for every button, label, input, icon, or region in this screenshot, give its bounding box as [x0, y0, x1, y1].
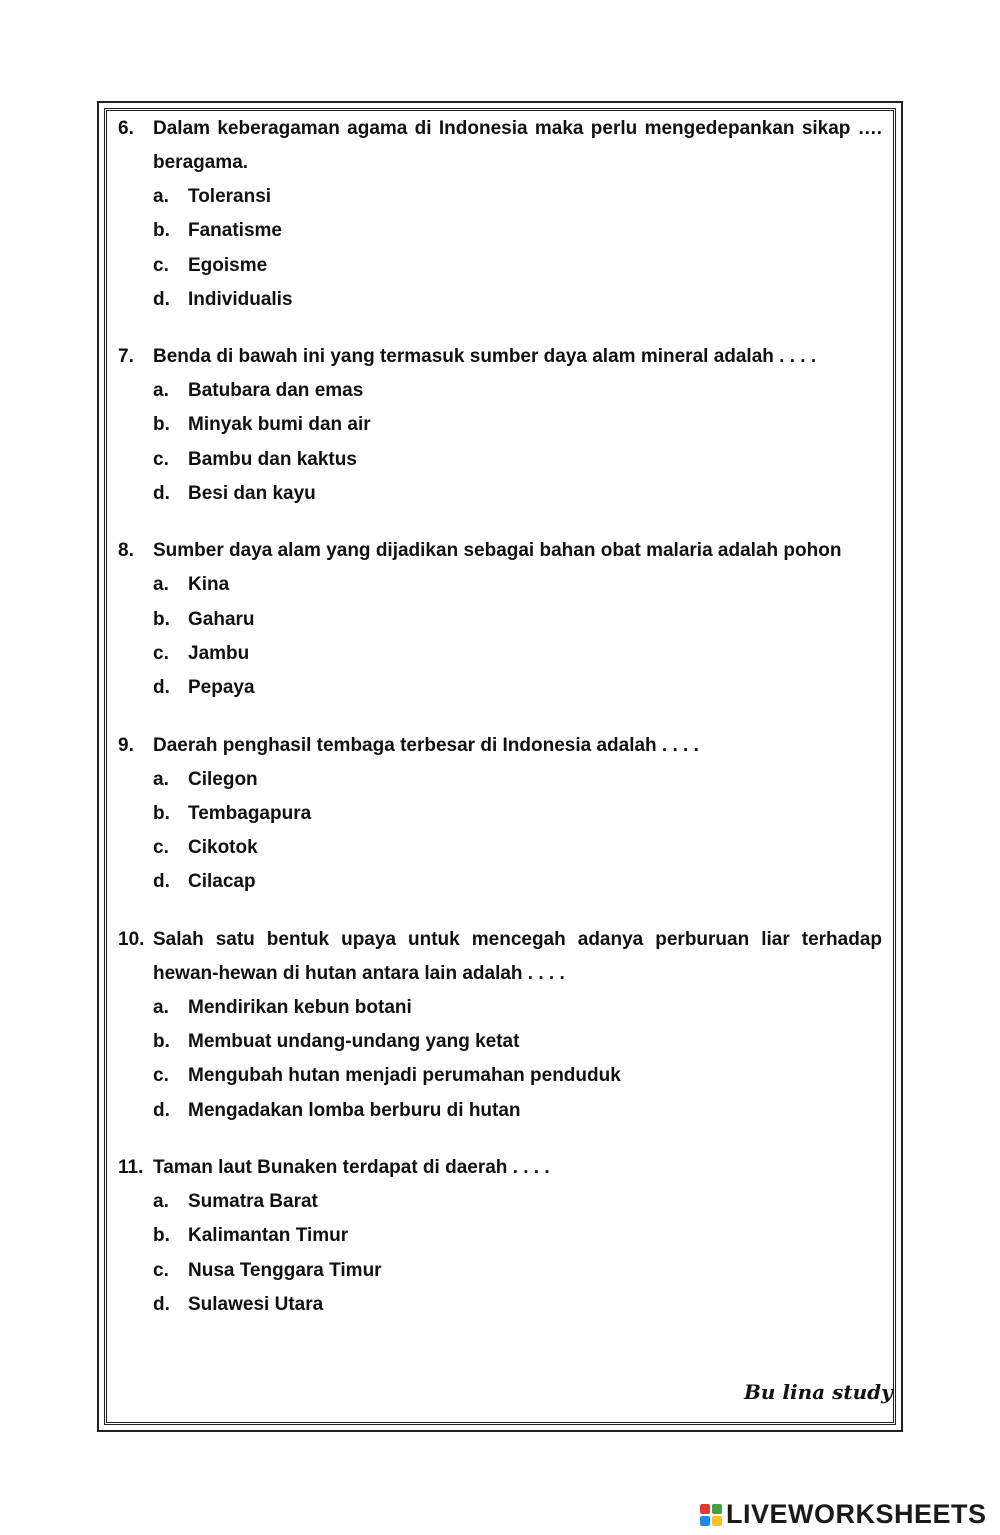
option-text: Tembagapura	[188, 802, 312, 824]
option-letter: b.	[153, 414, 170, 436]
liveworksheets-icon	[700, 1504, 722, 1526]
question-spacer	[118, 511, 882, 534]
option-text: Mengadakan lomba berburu di hutan	[188, 1099, 521, 1121]
option-text: Mendirikan kebun botani	[188, 996, 412, 1018]
option-letter: b.	[153, 220, 170, 242]
option-text: Egoisme	[188, 254, 268, 276]
answer-options	[118, 763, 882, 900]
question-11	[118, 1151, 882, 1322]
option-letter: a.	[153, 1190, 169, 1212]
option-text: Sulawesi Utara	[188, 1293, 324, 1315]
option-letter: c.	[153, 1065, 169, 1087]
option-text: Jambu	[188, 642, 250, 664]
option-letter: c.	[153, 837, 169, 859]
option-letter: b.	[153, 802, 170, 824]
option-letter: d.	[153, 871, 170, 893]
option-letter: c.	[153, 1259, 169, 1281]
answer-option[interactable]	[153, 180, 882, 214]
question-7	[118, 340, 882, 511]
question-text: Dalam keberagaman agama di Indonesia maka perlu mengedepankan sikap …. beragama.	[153, 118, 882, 173]
answer-option[interactable]	[153, 797, 882, 831]
signature: Bu lina study	[744, 1380, 893, 1404]
option-text: Bambu dan kaktus	[188, 448, 357, 470]
option-letter: d.	[153, 288, 170, 310]
option-text: Sumatra Barat	[188, 1190, 318, 1212]
option-letter: c.	[153, 448, 169, 470]
question-number: 9.	[118, 734, 134, 756]
option-letter: a.	[153, 574, 169, 596]
liveworksheets-logo[interactable]	[700, 1499, 987, 1530]
question-number: 11.	[118, 1156, 144, 1178]
question-number: 8.	[118, 540, 134, 562]
logo-square	[712, 1516, 722, 1526]
question-stem	[118, 923, 882, 991]
option-letter: d.	[153, 1099, 170, 1121]
option-text: Besi dan kayu	[188, 483, 316, 505]
question-stem	[118, 534, 882, 568]
option-letter: c.	[153, 254, 169, 276]
answer-option[interactable]	[153, 443, 882, 477]
answer-option[interactable]	[153, 408, 882, 442]
option-letter: d.	[153, 483, 170, 505]
answer-options	[118, 374, 882, 511]
question-spacer	[118, 317, 882, 340]
question-number: 10.	[118, 928, 145, 950]
question-text: Benda di bawah ini yang termasuk sumber daya alam mineral adalah . . . .	[153, 346, 817, 368]
option-text: Fanatisme	[188, 220, 282, 242]
option-letter: b.	[153, 608, 170, 630]
option-letter: a.	[153, 768, 169, 790]
option-text: Cilegon	[188, 768, 258, 790]
option-text: Kina	[188, 574, 230, 596]
option-letter: c.	[153, 642, 169, 664]
answer-options	[118, 568, 882, 705]
answer-option[interactable]	[153, 991, 882, 1025]
answer-options	[118, 991, 882, 1128]
answer-option[interactable]	[153, 1254, 882, 1288]
option-letter: b.	[153, 1031, 170, 1053]
answer-option[interactable]	[153, 283, 882, 317]
question-stem	[118, 112, 882, 180]
logo-square	[700, 1504, 710, 1514]
question-text: Taman laut Bunaken terdapat di daerah . . . .	[153, 1156, 550, 1178]
option-text: Cilacap	[188, 871, 256, 893]
answer-option[interactable]	[153, 1094, 882, 1128]
question-number: 6.	[118, 118, 134, 139]
question-text: Sumber daya alam yang dijadikan sebagai bahan obat malaria adalah pohon	[153, 540, 842, 562]
option-text: Nusa Tenggara Timur	[188, 1259, 382, 1281]
logo-square	[712, 1504, 722, 1514]
question-8	[118, 534, 882, 705]
question-spacer	[118, 900, 882, 923]
answer-option[interactable]	[153, 1059, 882, 1093]
question-list	[118, 112, 882, 1322]
option-text: Mengubah hutan menjadi perumahan penduduk	[188, 1065, 621, 1087]
option-text: Membuat undang-undang yang ketat	[188, 1031, 520, 1053]
answer-option[interactable]	[153, 374, 882, 408]
option-text: Cikotok	[188, 837, 258, 859]
answer-option[interactable]	[153, 568, 882, 602]
question-stem	[118, 1151, 882, 1185]
question-stem	[118, 729, 882, 763]
answer-option[interactable]	[153, 763, 882, 797]
question-10	[118, 923, 882, 1128]
option-letter: b.	[153, 1225, 170, 1247]
question-stem	[118, 340, 882, 374]
question-6	[118, 112, 882, 317]
option-text: Individualis	[188, 288, 293, 310]
question-text: Salah satu bentuk upaya untuk mencegah adanya perburuan liar terhadap hewan-hewan di hutan antara lain adalah . . . .	[153, 928, 882, 984]
question-spacer	[118, 1128, 882, 1151]
answer-option[interactable]	[153, 671, 882, 705]
question-text: Daerah penghasil tembaga terbesar di Indonesia adalah . . . .	[153, 734, 699, 756]
answer-option[interactable]	[153, 249, 882, 283]
answer-option[interactable]	[153, 477, 882, 511]
answer-option[interactable]	[153, 1288, 882, 1322]
logo-square	[700, 1516, 710, 1526]
answer-option[interactable]	[153, 831, 882, 865]
option-letter: a.	[153, 380, 169, 402]
question-9	[118, 729, 882, 900]
option-text: Toleransi	[188, 186, 272, 207]
option-letter: d.	[153, 1293, 170, 1315]
answer-option[interactable]	[153, 214, 882, 248]
answer-option[interactable]	[153, 1025, 882, 1059]
option-letter: d.	[153, 677, 170, 699]
option-letter: a.	[153, 996, 169, 1018]
option-letter: a.	[153, 186, 169, 207]
option-text: Gaharu	[188, 608, 255, 630]
option-text: Batubara dan emas	[188, 380, 364, 402]
answer-options	[118, 1185, 882, 1322]
question-spacer	[118, 706, 882, 729]
answer-option[interactable]	[153, 637, 882, 671]
answer-option[interactable]	[153, 865, 882, 899]
answer-option[interactable]	[153, 603, 882, 637]
answer-options	[118, 180, 882, 317]
option-text: Minyak bumi dan air	[188, 414, 371, 436]
question-number: 7.	[118, 346, 134, 368]
option-text: Kalimantan Timur	[188, 1225, 349, 1247]
brand-name: LIVEWORKSHEETS	[726, 1499, 987, 1529]
answer-option[interactable]	[153, 1219, 882, 1253]
option-text: Pepaya	[188, 677, 255, 699]
answer-option[interactable]	[153, 1185, 882, 1219]
